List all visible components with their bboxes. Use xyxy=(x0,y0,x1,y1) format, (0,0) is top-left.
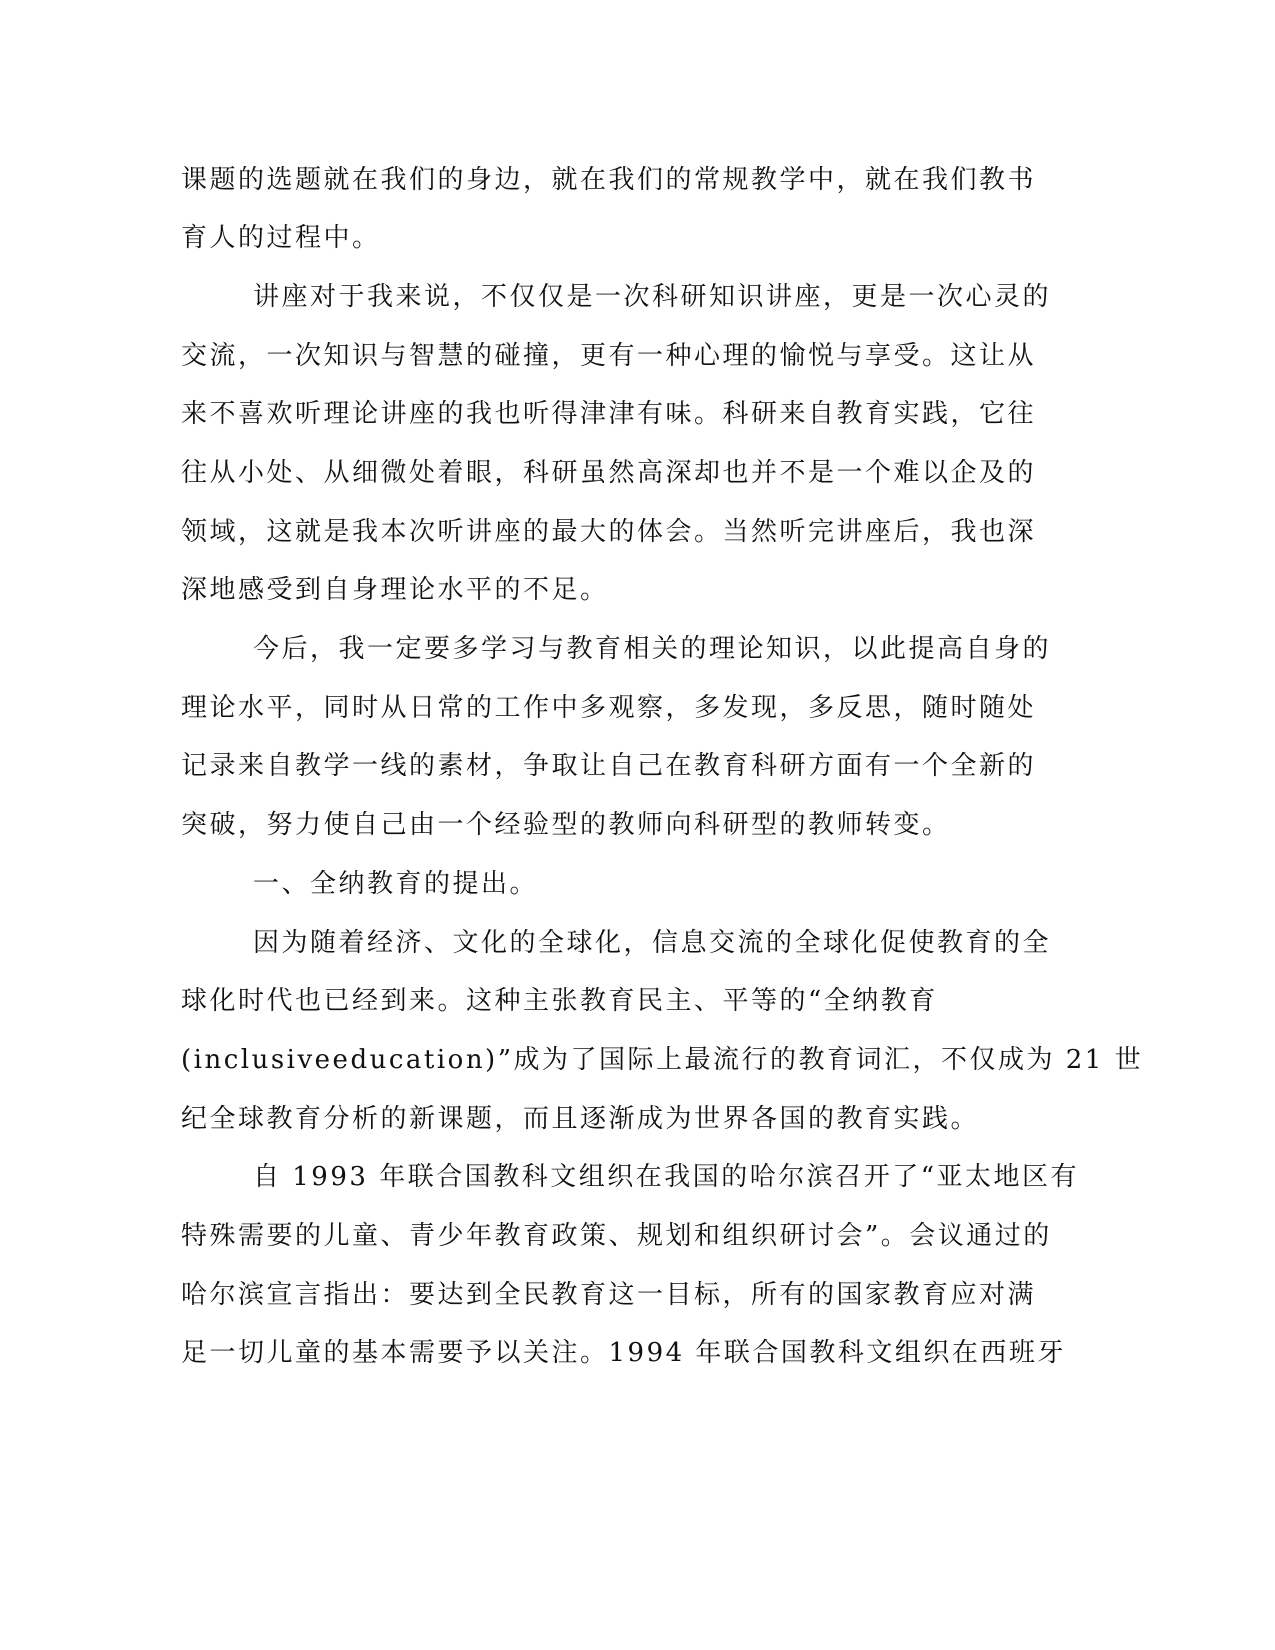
text-line: 课题的选题就在我们的身边，就在我们的常规教学中，就在我们教书 xyxy=(181,165,1037,195)
text-line: 领域，这就是我本次听讲座的最大的体会。当然听完讲座后，我也深 xyxy=(181,517,1037,547)
text-line: 交流，一次知识与智慧的碰撞，更有一种心理的愉悦与享受。这让从 xyxy=(181,341,1037,371)
text-line: 特殊需要的儿童、青少年教育政策、规划和组织研讨会”。会议通过的 xyxy=(181,1221,1052,1251)
text-line: 今后，我一定要多学习与教育相关的理论知识，以此提高自身的 xyxy=(253,634,1052,664)
text-line: 足一切儿童的基本需要予以关注。1994 年联合国教科文组织在西班牙 xyxy=(181,1338,1066,1368)
text-line: 深地感受到自身理论水平的不足。 xyxy=(181,575,609,605)
text-line: (inclusiveeducation)”成为了国际上最流行的教育词汇，不仅成为 21 世 xyxy=(181,1045,1144,1075)
text-line: 因为随着经济、文化的全球化，信息交流的全球化促使教育的全 xyxy=(253,928,1052,958)
text-line: 球化时代也已经到来。这种主张教育民主、平等的“全纳教育 xyxy=(181,986,938,1016)
text-line: 自 1993 年联合国教科文组织在我国的哈尔滨召开了“亚太地区有 xyxy=(253,1162,1079,1192)
text-line: 育人的过程中。 xyxy=(181,223,381,253)
text-line: 讲座对于我来说，不仅仅是一次科研知识讲座，更是一次心灵的 xyxy=(253,282,1052,312)
text-line: 理论水平，同时从日常的工作中多观察，多发现，多反思，随时随处 xyxy=(181,693,1037,723)
section-heading: 一、全纳教育的提出。 xyxy=(253,869,539,899)
text-line: 突破，努力使自己由一个经验型的教师向科研型的教师转变。 xyxy=(181,810,951,840)
text-line: 纪全球教育分析的新课题，而且逐渐成为世界各国的教育实践。 xyxy=(181,1104,980,1134)
text-line: 往从小处、从细微处着眼，科研虽然高深却也并不是一个难以企及的 xyxy=(181,458,1037,488)
text-line: 哈尔滨宣言指出：要达到全民教育这一目标，所有的国家教育应对满 xyxy=(181,1280,1037,1310)
text-line: 记录来自教学一线的素材，争取让自己在教育科研方面有一个全新的 xyxy=(181,751,1037,781)
text-line: 来不喜欢听理论讲座的我也听得津津有味。科研来自教育实践，它往 xyxy=(181,399,1037,429)
